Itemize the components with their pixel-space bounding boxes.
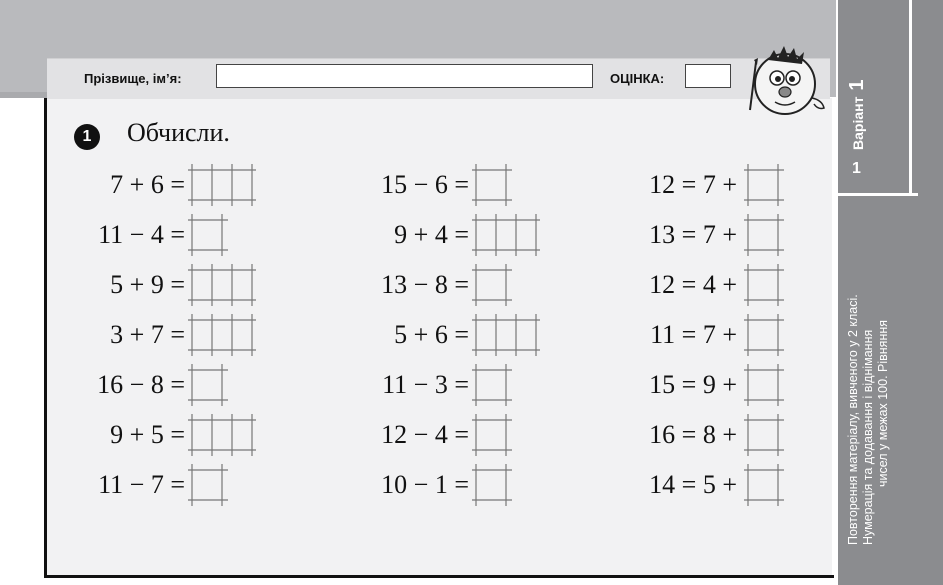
- answer-grid[interactable]: [188, 414, 256, 456]
- answer-grid[interactable]: [472, 264, 512, 306]
- equation-text: 10 − 1 =: [381, 470, 469, 499]
- equation-text: 11 − 4 =: [98, 220, 185, 249]
- topic-line: Нумерація та додавання і віднімання: [861, 329, 875, 545]
- answer-grid[interactable]: [188, 264, 256, 306]
- name-label: Прізвище, ім’я:: [84, 71, 182, 86]
- answer-grid[interactable]: [188, 314, 256, 356]
- equation-text: 13 − 8 =: [381, 270, 469, 299]
- equation-text: 7 + 6 =: [110, 170, 185, 199]
- equation-text: 9 + 5 =: [110, 420, 185, 449]
- answer-grid[interactable]: [188, 164, 256, 206]
- answer-grid[interactable]: [744, 264, 784, 306]
- equation-text: 3 + 7 =: [110, 320, 185, 349]
- task-title: Обчисли.: [127, 118, 230, 147]
- equation-text: 12 = 7 +: [649, 170, 737, 199]
- variant-number: 1: [846, 79, 868, 91]
- mascot-icon: [742, 40, 828, 118]
- answer-grid[interactable]: [472, 214, 540, 256]
- equation-text: 11 − 7 =: [98, 470, 185, 499]
- answer-grid[interactable]: [472, 414, 512, 456]
- grade-label: ОЦІНКА:: [610, 71, 665, 86]
- equation-text: 12 − 4 =: [381, 420, 469, 449]
- answer-grid[interactable]: [744, 464, 784, 506]
- answer-grid[interactable]: [472, 314, 540, 356]
- equation-text: 12 = 4 +: [649, 270, 737, 299]
- equation-text: 5 + 6 =: [394, 320, 469, 349]
- answer-grid[interactable]: [744, 364, 784, 406]
- topic-line: Повторення матеріалу, вивченого у 2 класі.: [846, 294, 860, 545]
- equation-text: 16 − 8 =: [97, 370, 185, 399]
- sheet-number: 1: [852, 160, 861, 177]
- answer-grid[interactable]: [744, 314, 784, 356]
- answer-grid[interactable]: [472, 164, 512, 206]
- answer-grid[interactable]: [744, 214, 784, 256]
- equation-text: 15 = 9 +: [649, 370, 737, 399]
- name-field[interactable]: [216, 64, 593, 88]
- topic-line: чисел у межах 100. Рівняння: [876, 319, 890, 487]
- answer-grid[interactable]: [188, 464, 228, 506]
- answer-grid[interactable]: [472, 464, 512, 506]
- sidebar-edge: [836, 0, 838, 585]
- equation-text: 16 = 8 +: [649, 420, 737, 449]
- grade-field[interactable]: [685, 64, 731, 88]
- equation-text: 14 = 5 +: [649, 470, 737, 499]
- answer-grid[interactable]: [744, 414, 784, 456]
- topic-description: [846, 294, 891, 545]
- answer-grid[interactable]: [188, 364, 228, 406]
- variant-label: [846, 79, 869, 150]
- task-number-badge: 1: [74, 124, 100, 150]
- equation-text: 13 = 7 +: [649, 220, 737, 249]
- variant-label-text: Варіант: [850, 96, 866, 150]
- equation-text: 15 − 6 =: [381, 170, 469, 199]
- equation-text: 11 = 7 +: [650, 320, 737, 349]
- bottom-border-rule: [44, 575, 834, 578]
- equation-text: 9 + 4 =: [394, 220, 469, 249]
- sidebar-vertical-rule: [909, 0, 912, 196]
- answer-grid[interactable]: [744, 164, 784, 206]
- answer-grid[interactable]: [188, 214, 228, 256]
- equation-text: 5 + 9 =: [110, 270, 185, 299]
- answer-grid[interactable]: [472, 364, 512, 406]
- sidebar-divider: [836, 193, 918, 196]
- left-border-rule: [44, 98, 47, 578]
- top-band-edge: [0, 92, 48, 98]
- equation-text: 11 − 3 =: [382, 370, 469, 399]
